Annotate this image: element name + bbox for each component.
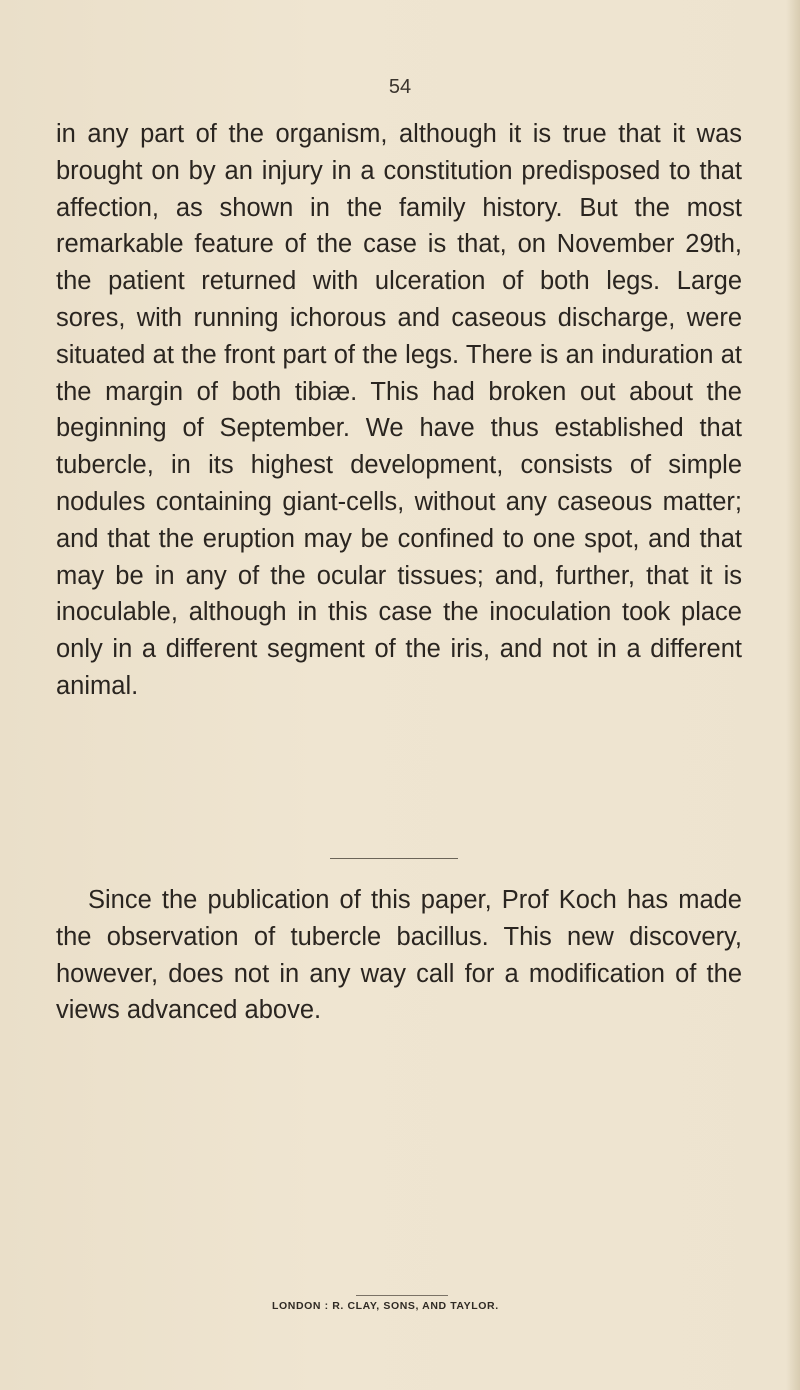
body-paragraph-1: in any part of the organism, although it is true that it was brought on by an injury in a constitution predisposed to that affection, as shown in the family history. But the most remarkable feature of the case is that, on November 29th, the patient returned with ulceration of both legs. Large sores, with running ichorous and caseous discharge, were situated at the front part of the legs. There is an induration at the margin of both tibiæ. This had broken out about the beginning of September. We have thus established that tubercle, in its highest development, consists of simple nodules containing giant-cells, without any caseous matter; and that the eruption may be confined to one spot, and that may be in any of the ocular tissues; and, further, that it is inoculable, although in this case the inoculation took place only in a different segment of the iris, and not in a different animal. bbox=[56, 120, 742, 700]
body-paragraph-2: Since the publication of this paper, Prof Koch has made the observation of tubercle bacillus. This new discovery, however, does not in any way call for a modification of the views advanced above. bbox=[56, 886, 742, 1025]
section-divider bbox=[330, 858, 458, 859]
printer-imprint: LONDON : R. CLAY, SONS, AND TAYLOR. bbox=[272, 1300, 499, 1312]
page-edge-shadow bbox=[786, 0, 800, 1390]
page-number: 54 bbox=[388, 76, 412, 98]
imprint-rule bbox=[356, 1295, 448, 1296]
